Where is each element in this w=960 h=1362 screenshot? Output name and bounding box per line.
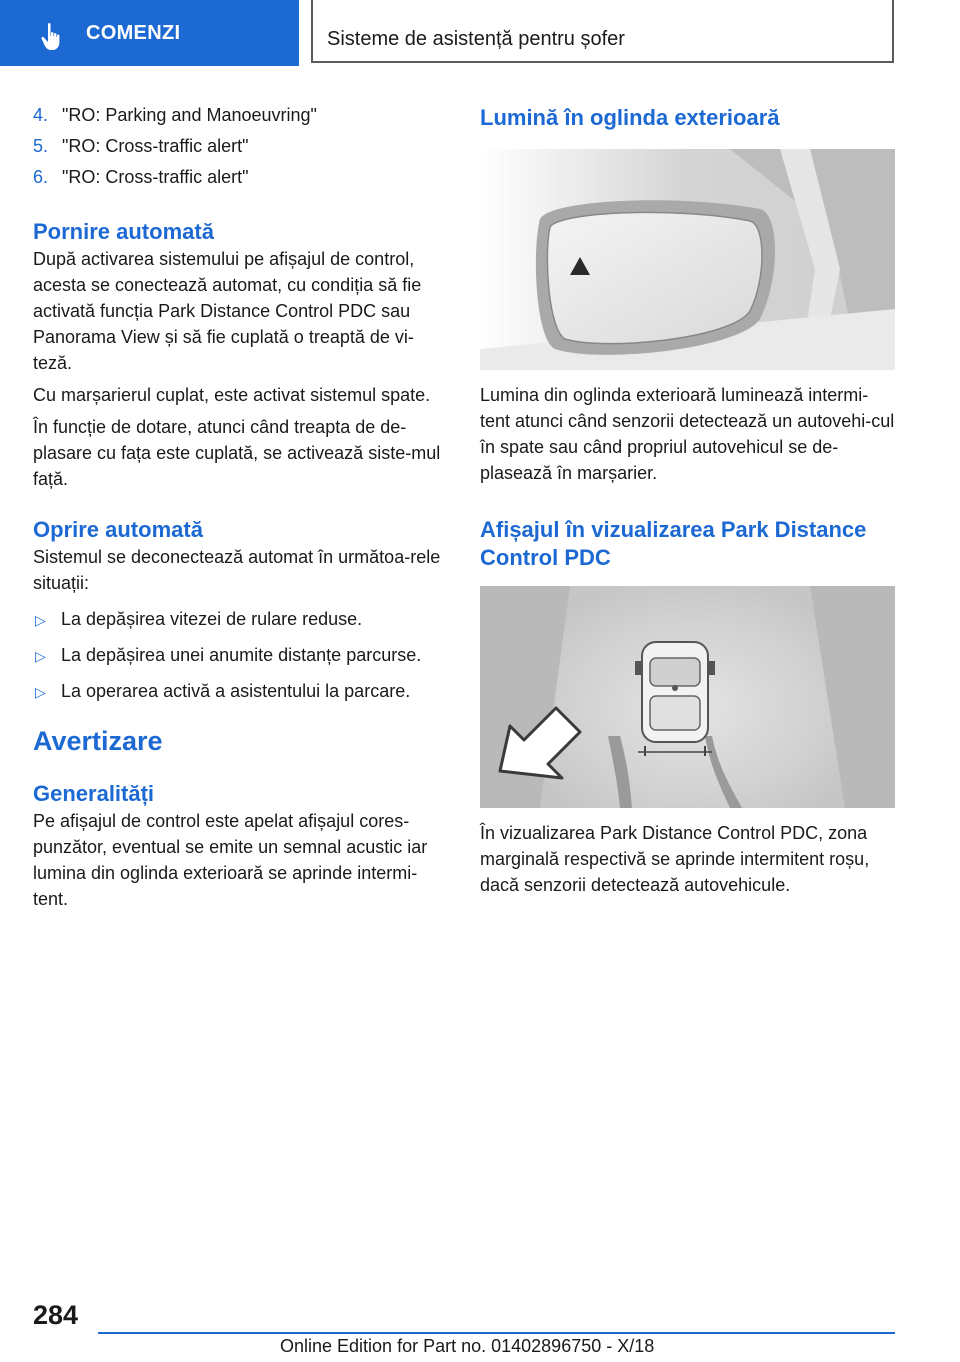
list-item (33, 606, 448, 632)
paragraph: Sistemul se deconectează automat în următoa-rele situații: (33, 547, 441, 593)
chapter-tab[interactable] (0, 0, 299, 66)
list-item (33, 100, 448, 131)
triangle-bullet-icon: ▷ (35, 648, 46, 664)
paragraph: Cu marșarierul cuplat, este activat sistemul spate. (33, 385, 431, 405)
list-text: "RO: Parking and Manoeuvring" (62, 105, 317, 125)
hand-pointer-icon (40, 22, 66, 52)
heading-auto-start: Pornire automată (33, 219, 214, 244)
list-number: 4. (33, 105, 49, 125)
heading-general: Generalități (33, 781, 155, 806)
car-icon (635, 642, 715, 756)
right-column (480, 100, 895, 898)
section-header (311, 0, 894, 63)
paragraph: Pe afișajul de control este apelat afișajul cores-punzător, eventual se emite un semnal acustic iar lumina din oglinda exterioară se aprinde intermi-tent. (33, 811, 428, 909)
caption-mirror: Lumina din oglinda exterioară luminează intermi-tent atunci când senzorii detectează un autovehi-cul în spate sau când propriul autovehicul se de-plasează în marșarier. (480, 385, 895, 483)
list-number: 6. (33, 167, 49, 187)
list-text: La depășirea vitezei de rulare reduse. (61, 609, 363, 629)
mirror-illustration (480, 149, 895, 370)
list-text: "RO: Cross-traffic alert" (62, 136, 249, 156)
list-item (33, 642, 448, 668)
list-item (33, 678, 448, 704)
numbered-list (33, 100, 448, 193)
left-column (33, 100, 448, 912)
chapter-title: COMENZI (86, 22, 181, 44)
caption-pdc: În vizualizarea Park Distance Control PDC, zona marginală respectivă se aprinde intermitent roșu, dacă senzorii detectează autovehicule. (480, 823, 870, 895)
heading-auto-stop: Oprire automată (33, 517, 203, 542)
footer-edition: Online Edition for Part no. 01402896750 - X/18 (280, 1336, 655, 1356)
paragraph: După activarea sistemului pe afișajul de control, acesta se conectează automat, cu condiția să fie activată funcția Park Distance Control PDC sau Panorama View și să fie cuplată o treaptă de vi-teză. (33, 249, 422, 373)
list-number: 5. (33, 136, 49, 156)
section-title: Sisteme de asistență pentru șofer (327, 28, 625, 50)
footer-divider (98, 1332, 895, 1334)
list-item (33, 162, 448, 193)
list-text: La depășirea unei anumite distanțe parcurse. (61, 645, 422, 665)
triangle-bullet-icon: ▷ (35, 612, 46, 628)
heading-pdc-view: Afișajul în vizualizarea Park Distance Control PDC (480, 517, 867, 570)
paragraph: În funcție de dotare, atunci când treapta de de-plasare cu fața este cuplată, se activează siste-mul față. (33, 417, 441, 489)
heading-mirror-light: Lumină în oglinda exterioară (480, 105, 780, 130)
bullet-list (33, 606, 448, 704)
heading-warning: Avertizare (33, 726, 163, 756)
pdc-illustration (480, 586, 895, 808)
page-header (0, 0, 960, 66)
triangle-bullet-icon: ▷ (35, 684, 46, 700)
page-number: 284 (33, 1300, 79, 1330)
list-text: "RO: Cross-traffic alert" (62, 167, 249, 187)
list-text: La operarea activă a asistentului la parcare. (61, 681, 411, 701)
list-item (33, 131, 448, 162)
